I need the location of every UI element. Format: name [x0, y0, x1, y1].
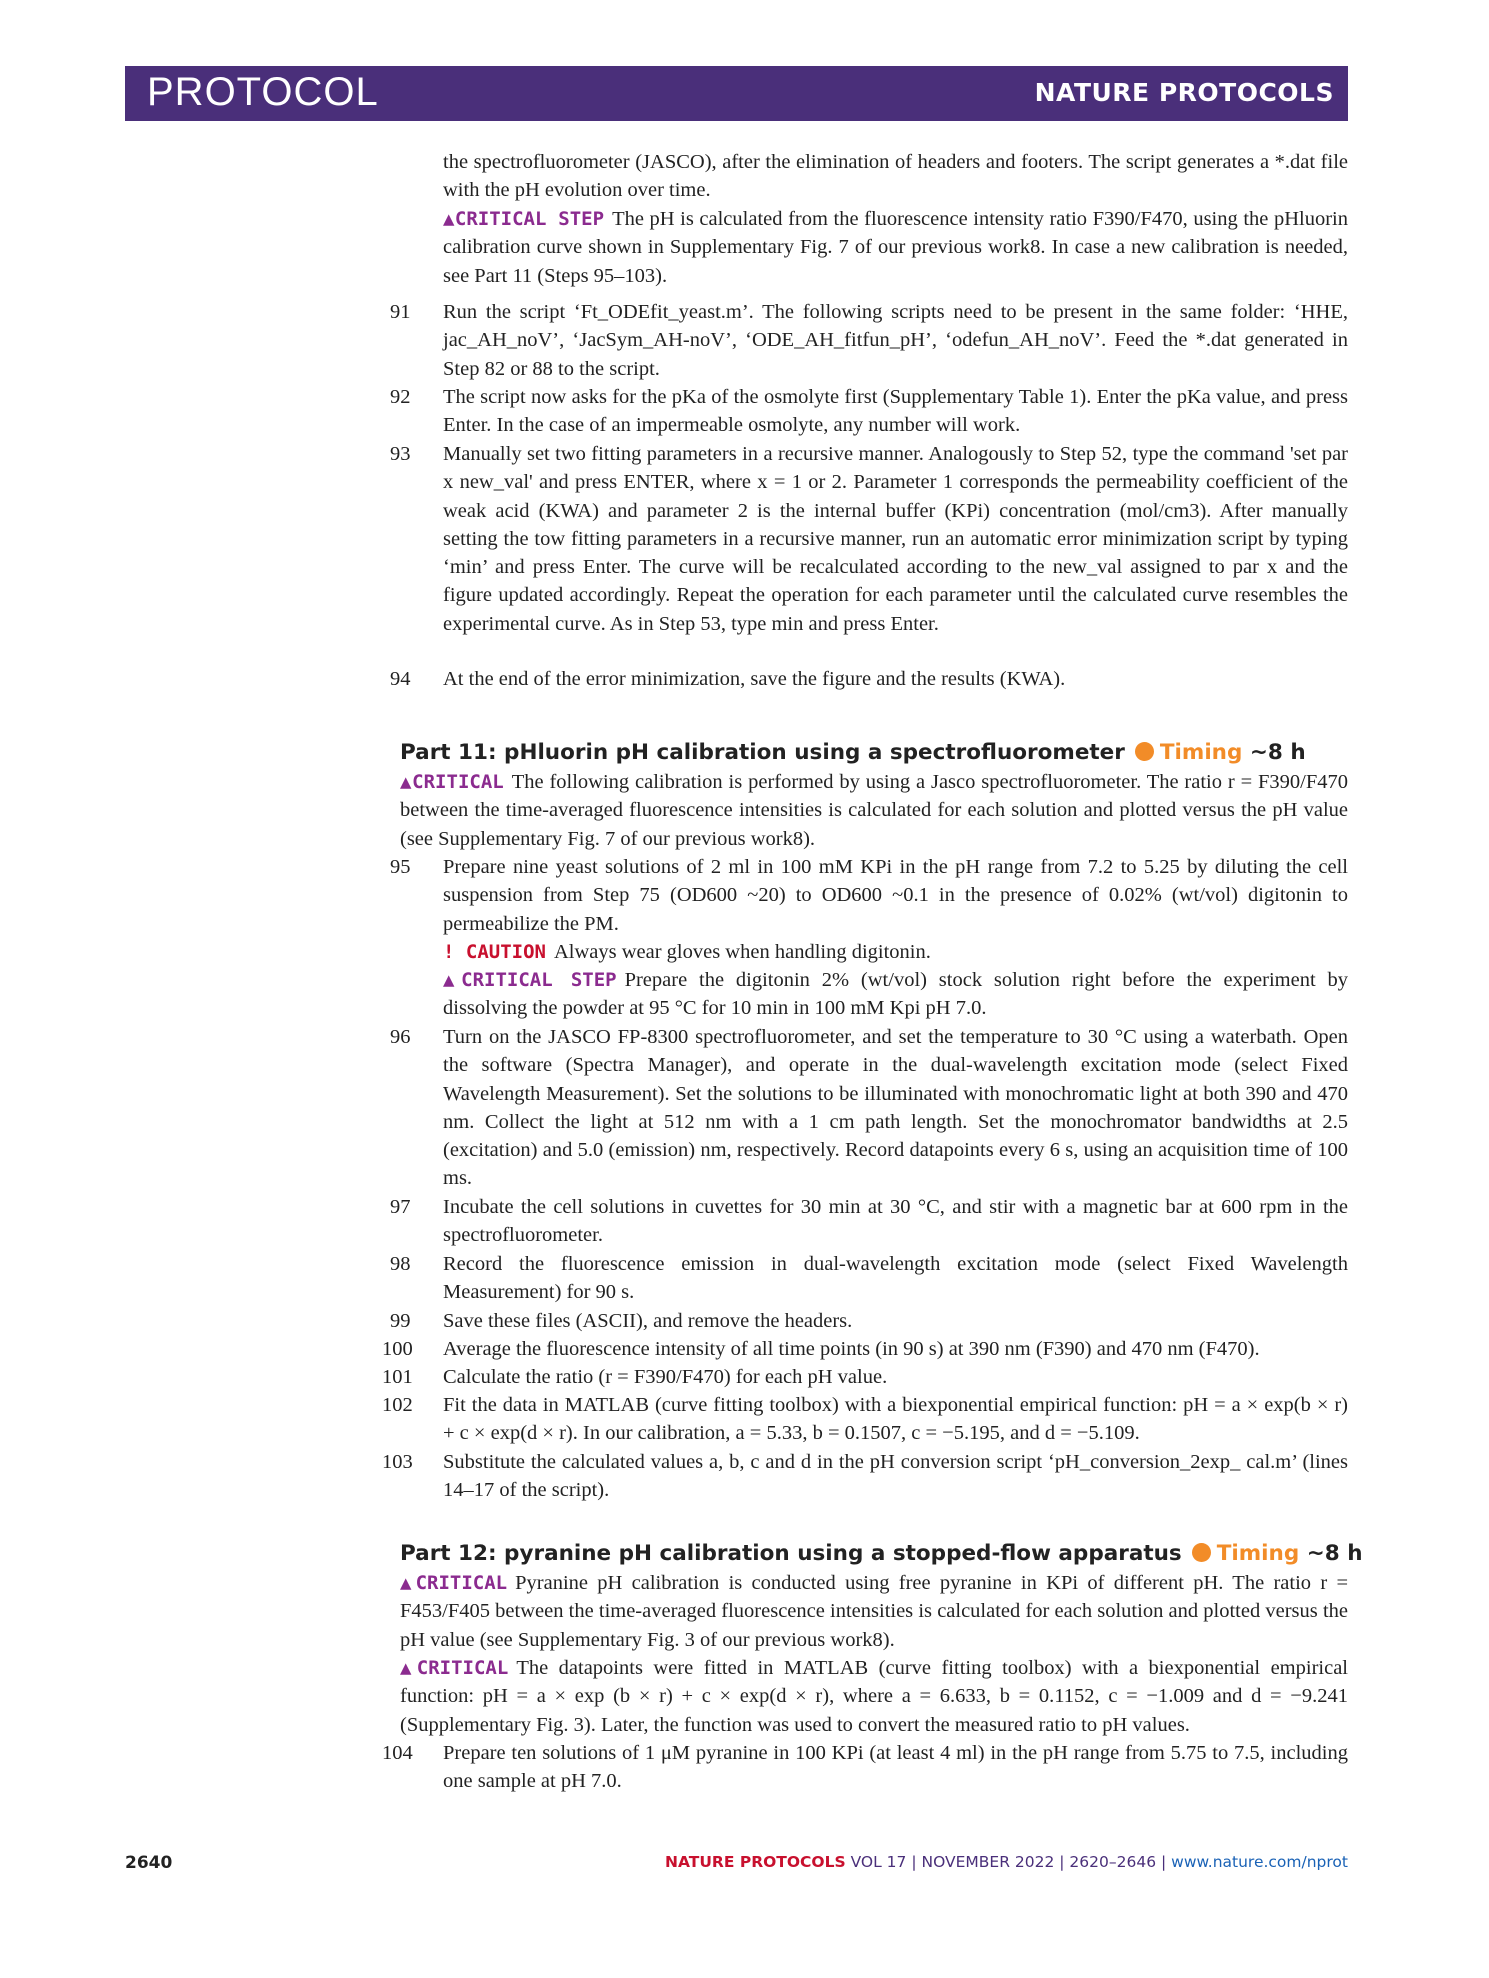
critical-step-95 — [443, 966, 1348, 1023]
step-100-text: Average the fluorescence intensity of all time points (in 90 s) at 390 nm (F390) and 470 nm (F470). — [443, 1338, 1260, 1360]
page-number: 2640 — [125, 1853, 173, 1873]
step-number-100: 100 — [382, 1338, 413, 1360]
timing-dot-icon — [1135, 742, 1154, 761]
part12-timing-value: ~8 h — [1306, 1541, 1363, 1566]
critical-step-label: ▲CRITICAL STEP — [443, 969, 617, 991]
step-97-text: Incubate the cell solutions in cuvettes for 30 min at 30 °C, and stir with a magnetic bar at 600 rpm in the spectrofluorometer. — [443, 1196, 1348, 1247]
step-91-text: Run the script ‘Ft_ODEfit_yeast.m’. The following scripts need to be present in the same folder: ‘HHE, jac_AH_noV’, ‘JacSym_AH-noV’, ‘ODE_AH_fitfun_pH’, ‘odefun_AH_noV’. Feed the *.dat generated in Step 82 or 88 to the script. — [443, 301, 1348, 380]
step-number-104: 104 — [382, 1742, 413, 1764]
step-number-103: 103 — [382, 1451, 413, 1473]
caution-label: ! CAUTION — [443, 941, 546, 963]
step-92-text: The script now asks for the pKa of the osmolyte first (Supplementary Table 1). Enter the pKa value, and press Enter. In the case of an impermeable osmolyte, any number will work. — [443, 386, 1348, 437]
critical-label: ▲CRITICAL — [400, 1657, 509, 1679]
critical-step-90 — [443, 205, 1348, 290]
part11-timing-value: ~8 h — [1249, 740, 1306, 765]
step-number-96: 96 — [390, 1026, 411, 1048]
step-number-91: 91 — [390, 301, 411, 323]
critical-step-95-text: Prepare the digitonin 2% (wt/vol) stock solution right before the experiment by dissolving the powder at 95 °C for 10 min in 100 mM Kpi pH 7.0. — [443, 969, 1348, 1020]
step-number-94: 94 — [390, 668, 411, 690]
part12-heading — [400, 1541, 1363, 1566]
step-98-text: Record the fluorescence emission in dual-wavelength excitation mode (select Fixed Wavelength Measurement) for 90 s. — [443, 1253, 1348, 1304]
step-102-text: Fit the data in MATLAB (curve fitting toolbox) with a biexponential empirical function: pH = a × exp(b × r) + c × exp(d × r). In our calibration, a = 5.33, b = 0.1507, c = −5.195, and d = −5.109. — [443, 1394, 1348, 1445]
critical-step-label: ▲CRITICAL STEP — [443, 208, 605, 230]
part12-critical-2 — [400, 1654, 1348, 1739]
critical-step-text: The pH is calculated from the fluorescence intensity ratio F390/F470, using the pHluorin calibration curve shown in Supplementary Fig. 7 of our previous work8. In case a new calibration is needed, see Part 11 (Steps 95–103). — [443, 208, 1348, 287]
timing-label: Timing — [1159, 740, 1243, 765]
step-number-99: 99 — [390, 1310, 411, 1332]
step-95-text: Prepare nine yeast solutions of 2 ml in 100 mM KPi in the pH range from 7.2 to 5.25 by diluting the cell suspension from Step 75 (OD600 ~20) to OD600 ~0.1 in the presence of 0.02% (wt/vol) digitonin to permeabilize the PM. — [443, 856, 1348, 935]
part11-critical — [400, 768, 1348, 853]
step-99-text: Save these files (ASCII), and remove the headers. — [443, 1310, 853, 1332]
footer-journal: NATURE PROTOCOLS — [664, 1853, 846, 1871]
step-101-text: Calculate the ratio (r = F390/F470) for each pH value. — [443, 1366, 888, 1388]
step-104-text: Prepare ten solutions of 1 μM pyranine in 100 KPi (at least 4 ml) in the pH range from 5.75 to 7.5, including one sample at pH 7.0. — [443, 1742, 1348, 1793]
step-number-93: 93 — [390, 443, 411, 465]
step-number-98: 98 — [390, 1253, 411, 1275]
caution-text: Always wear gloves when handling digitonin. — [553, 941, 931, 963]
timing-dot-icon — [1192, 1543, 1211, 1562]
timing-label: Timing — [1216, 1541, 1300, 1566]
step-94-text: At the end of the error minimization, save the figure and the results (KWA). — [443, 668, 1066, 690]
part11-critical-text: The following calibration is performed by using a Jasco spectrofluorometer. The ratio r = F390/F470 between the time-averaged fluorescence intensities is calculated for each solution and plotted versus the pH value (see Supplementary Fig. 7 of our previous work8). — [400, 771, 1348, 850]
paragraph-continued: the spectrofluorometer (JASCO), after the elimination of headers and footers. The script generates a *.dat file with the pH evolution over time. — [443, 151, 1348, 202]
step-number-102: 102 — [382, 1394, 413, 1416]
step-103-text: Substitute the calculated values a, b, c and d in the pH conversion script ‘pH_conversion_2exp_ cal.m’ (lines 14–17 of the script). — [443, 1451, 1348, 1502]
footer-citation — [665, 1853, 1348, 1871]
part11-title: Part 11: pHluorin pH calibration using a spectrofluorometer — [400, 740, 1125, 765]
journal-label: NATURE PROTOCOLS — [1034, 78, 1334, 107]
step-number-92: 92 — [390, 386, 411, 408]
part12-critical-1 — [400, 1569, 1348, 1654]
critical-label: ▲CRITICAL — [400, 1572, 508, 1594]
part11-heading — [400, 740, 1306, 765]
step-96-text: Turn on the JASCO FP-8300 spectrofluorometer, and set the temperature to 30 °C using a waterbath. Open the software (Spectra Manager), and operate in the dual-wavelength excitation mode (select Fixed Wavelength Measurement). Set the solutions to be illuminated with monochromatic light at both 390 and 470 nm. Collect the light at 512 nm with a 1 cm path length. Set the monochromator bandwidths at 2.5 (excitation) and 5.0 (emission) nm, respectively. Record datapoints every 6 s, using an acquisition time of 100 ms. — [443, 1026, 1348, 1190]
critical-label: ▲CRITICAL — [400, 771, 504, 793]
caution-95 — [443, 938, 1348, 966]
footer-url-link[interactable]: www.nature.com/nprot — [1171, 1853, 1348, 1871]
footer-volume: VOL 17 | NOVEMBER 2022 | 2620–2646 | — [850, 1853, 1167, 1871]
part12-title: Part 12: pyranine pH calibration using a stopped-flow apparatus — [400, 1541, 1182, 1566]
part12-critical-2-text: The datapoints were fitted in MATLAB (curve fitting toolbox) with a biexponential empirical function: pH = a × exp (b × r) + c × exp(d × r), where a = 6.633, b = 0.1152, c = −1.009 and d = −9.241 (Supplementary Fig. 3). Later, the function was used to convert the measured ratio to pH values. — [400, 1657, 1348, 1736]
step-93-text: Manually set two fitting parameters in a recursive manner. Analogously to Step 52, type the command 'set par x new_val' and press ENTER, where x = 1 or 2. Parameter 1 corresponds the permeability coefficient of the weak acid (KWA) and parameter 2 is the internal buffer (KPi) concentration (mol/cm3). After manually setting the tow fitting parameters in a recursive manner, run an automatic error minimization script by typing ‘min’ and press Enter. The curve will be recalculated according to the new_val assigned to par x and the figure updated accordingly. Repeat the operation for each parameter until the calculated curve resembles the experimental curve. As in Step 53, type min and press Enter. — [443, 443, 1348, 635]
step-number-101: 101 — [382, 1366, 413, 1388]
step-number-97: 97 — [390, 1196, 411, 1218]
section-label: PROTOCOL — [147, 70, 379, 114]
step-number-95: 95 — [390, 856, 411, 878]
part12-critical-1-text: Pyranine pH calibration is conducted using free pyranine in KPi of different pH. The ratio r = F453/F405 between the time-averaged fluorescence intensities is calculated for each solution and plotted versus the pH value (see Supplementary Fig. 3 of our previous work8). — [400, 1572, 1349, 1651]
header-banner — [125, 66, 1348, 121]
